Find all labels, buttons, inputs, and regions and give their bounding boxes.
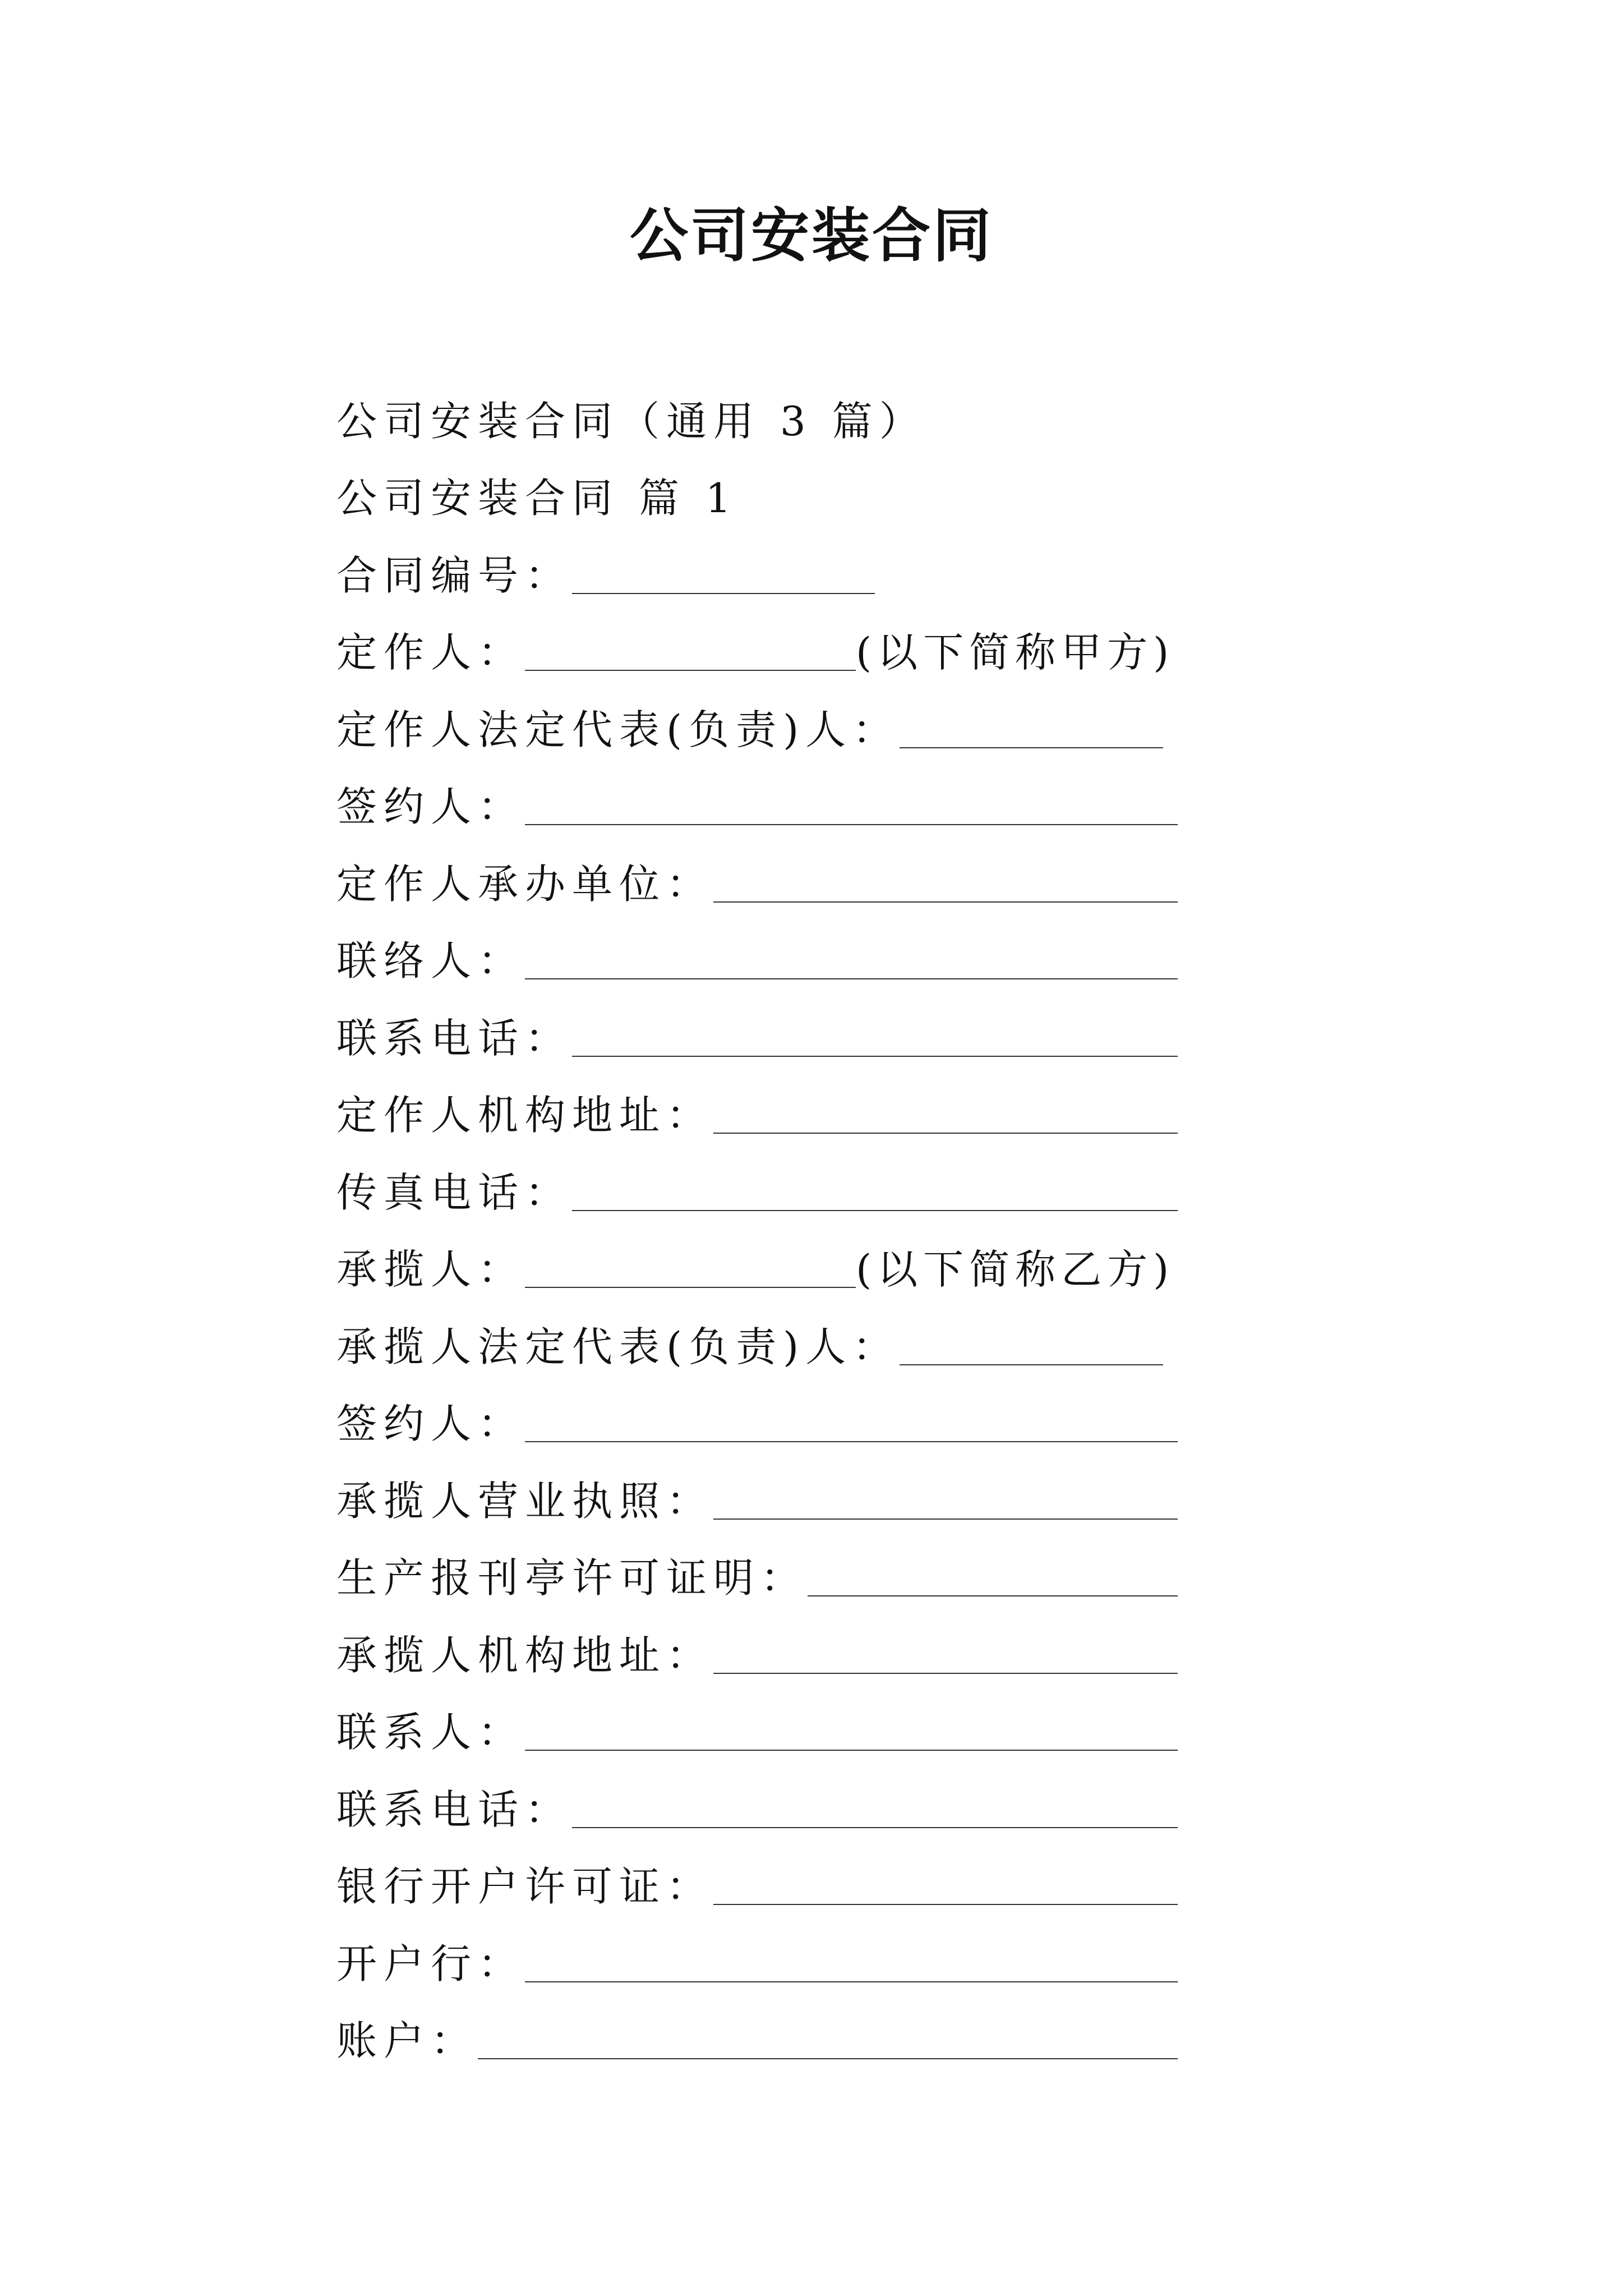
field-production-permit (336, 1532, 1178, 1609)
field-contract-number (336, 529, 1178, 606)
fill-in-blank[interactable] (572, 1056, 1178, 1057)
field-contractor-contact (336, 1686, 1178, 1764)
field-orderer (336, 606, 1178, 684)
fill-in-blank[interactable] (525, 824, 1178, 825)
field-label: 承揽人营业执照： (336, 1477, 714, 1525)
fill-in-blank[interactable] (525, 1287, 856, 1288)
field-label: 开户行： (336, 1940, 525, 1987)
fill-in-blank[interactable] (713, 1673, 1178, 1674)
field-bank-permit (336, 1841, 1178, 1918)
field-label: 承揽人机构地址： (336, 1631, 714, 1679)
fill-in-blank[interactable] (713, 901, 1178, 903)
fill-in-blank[interactable] (525, 1750, 1178, 1751)
section-heading (336, 452, 1178, 530)
field-contractor (336, 1223, 1178, 1301)
field-label: 联络人： (336, 937, 525, 984)
field-suffix: (以下简称乙方) (856, 1246, 1175, 1293)
fill-in-blank[interactable] (808, 1595, 1178, 1596)
fill-in-blank[interactable] (525, 978, 1178, 979)
document-subtitle (336, 375, 1178, 452)
field-label: 传真电话： (336, 1168, 573, 1216)
fill-in-blank[interactable] (900, 747, 1163, 748)
field-account (336, 1995, 1178, 2072)
fill-in-blank[interactable] (713, 1133, 1178, 1134)
fill-in-blank[interactable] (478, 2058, 1178, 2059)
field-orderer-signatory (336, 761, 1178, 838)
field-label: 银行开户许可证： (336, 1863, 714, 1910)
field-label: 生产报刊亭许可证明： (336, 1554, 808, 1602)
field-label: 定作人： (336, 629, 525, 676)
fill-in-blank[interactable] (713, 1904, 1178, 1905)
field-orderer-unit (336, 838, 1178, 915)
field-label: 承揽人法定代表(负责)人： (336, 1323, 900, 1370)
fill-in-blank[interactable] (525, 1981, 1178, 1982)
field-label: 定作人法定代表(负责)人： (336, 706, 900, 753)
field-orderer-address (336, 1069, 1178, 1147)
section-heading-text: 公司安装合同 篇 1 (336, 475, 738, 522)
field-label: 签约人： (336, 783, 525, 830)
field-contractor-signatory (336, 1378, 1178, 1455)
fill-in-blank[interactable] (900, 1364, 1163, 1365)
field-orderer-contact (336, 915, 1178, 992)
field-orderer-phone (336, 992, 1178, 1069)
field-label: 承揽人： (336, 1246, 525, 1293)
subtitle-text: 公司安装合同（通用 3 篇） (336, 397, 926, 445)
fill-in-blank[interactable] (572, 593, 875, 594)
field-orderer-legal-rep (336, 683, 1178, 761)
field-label: 合同编号： (336, 551, 573, 599)
field-contractor-license (336, 1455, 1178, 1532)
field-contractor-legal-rep (336, 1300, 1178, 1378)
fill-in-blank[interactable] (572, 1210, 1178, 1211)
fill-in-blank[interactable] (525, 1441, 1178, 1442)
field-suffix: (以下简称甲方) (856, 629, 1175, 676)
field-label: 定作人机构地址： (336, 1092, 714, 1139)
field-label: 联系电话： (336, 1786, 573, 1833)
document-body (336, 375, 1178, 2072)
field-label: 定作人承办单位： (336, 860, 714, 908)
field-orderer-fax (336, 1146, 1178, 1223)
document-title: 公司安装合同 (629, 201, 993, 270)
field-label: 账户： (336, 2017, 478, 2064)
fill-in-blank[interactable] (572, 1827, 1178, 1828)
field-contractor-address (336, 1609, 1178, 1686)
field-label: 联系电话： (336, 1014, 573, 1062)
fill-in-blank[interactable] (713, 1519, 1178, 1520)
field-bank (336, 1917, 1178, 1995)
field-contractor-phone (336, 1763, 1178, 1841)
fill-in-blank[interactable] (525, 670, 856, 671)
field-label: 联系人： (336, 1709, 525, 1756)
field-label: 签约人： (336, 1400, 525, 1447)
